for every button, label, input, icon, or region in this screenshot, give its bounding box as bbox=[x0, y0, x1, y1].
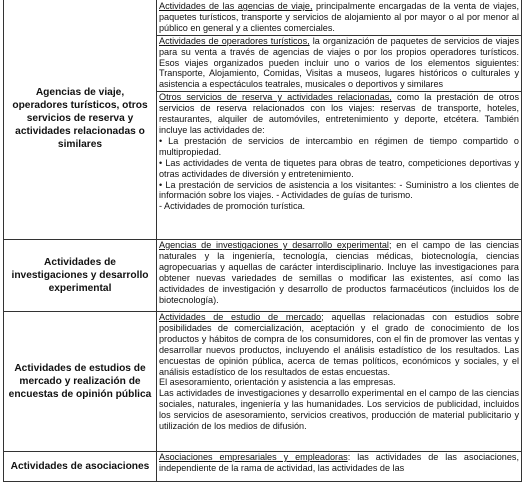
block-heading: Actividades de las agencias de viaje, bbox=[159, 1, 313, 11]
block-text: ; aquellas relacionadas con estudios sobre posibilidades de comercialización, aceptación y el grado de conocimiento de los productos y hábitos de compra de los consumidores, con el fin de promover las ventas y desarrollar nuevos productos, incluyendo el análisis estadístico de los resultados. Las encuestas de opinión pública, acerca de temas políticos, económicos y sociales, y el análisis estadístico de los resultados de estas encuestas. bbox=[159, 312, 519, 377]
row-label-associations: Actividades de asociaciones bbox=[4, 452, 157, 482]
block-text: la organización de paquetes de servicios de viajes para su venta a través de agencias de viajes o por los propios operadores turísticos. Esos viajes organizados pueden incluir uno o varios de los elementos siguientes: Transporte, Alojamiento, Comidas, Visitas a museos, lugares históricos o culturales y asistencia a espectáculos teatrales, musicales o deportivos y similares bbox=[159, 35, 519, 90]
bullet-item: - Actividades de promoción turística. bbox=[159, 201, 306, 212]
row-description-research bbox=[157, 240, 522, 312]
block-heading: Actividades de operadores turísticos, bbox=[159, 35, 310, 46]
extra-paragraph: El asesoramiento, orientación y asistencia a las empresas. bbox=[159, 377, 396, 388]
table-row-travel bbox=[4, 0, 522, 240]
block-tour-operators bbox=[157, 36, 521, 93]
block-market-studies bbox=[157, 312, 521, 433]
block-heading: Asociaciones empresariales y empleadoras bbox=[159, 452, 348, 462]
block-heading: Actividades de estudio de mercado bbox=[159, 312, 322, 322]
block-heading: Agencias de investigaciones y desarrollo experimental bbox=[159, 240, 389, 250]
row-description-travel bbox=[157, 0, 522, 240]
bullet-item: • La prestación de servicios de intercambio en régimen de tiempo compartido o multipropiedad. bbox=[159, 135, 519, 157]
row-label-research: Actividades de investigaciones y desarrollo experimental bbox=[4, 240, 157, 312]
block-research-agencies bbox=[157, 240, 521, 306]
block-text: ; en el campo de las ciencias naturales y la ingeniería, tecnología, ciencias médicas, biotecnología, ciencias agropecuarias y aquellas de carácter interdisciplinario. Incluye las investigaciones para obtener nuevas variedades de semillas o modificar las existentes, así como las actividades de investigación y desarrollo de productos farmacéuticos (incluidos los de biotecnología). bbox=[159, 240, 519, 305]
block-heading: Otros servicios de reserva y actividades relacionadas, bbox=[159, 92, 392, 103]
block-text: : las actividades de las asociaciones, independiente de la rama de actividad, las actividades de las bbox=[159, 452, 519, 473]
activities-table bbox=[3, 0, 522, 482]
row-description-associations bbox=[157, 452, 522, 482]
bullet-item: • Las actividades de venta de tiquetes para obras de teatro, competiciones deportivas y otras actividades de diversión y entretenimiento. bbox=[159, 157, 519, 179]
block-reservation-services bbox=[157, 92, 521, 213]
table-row-research bbox=[4, 240, 522, 312]
extra-paragraph: Las actividades de investigaciones y desarrollo experimental en el campo de las ciencias sociales, naturales, ingeniería y las humanidades. Los servicios de publicidad, incluidos los servicios de asesoramiento, servicios creativos, producción de material publicitario y utilización de los medios de difusión. bbox=[159, 388, 519, 432]
row-label-travel: Agencias de viaje, operadores turísticos, otros servicios de reserva y actividades relacionadas o similares bbox=[4, 0, 157, 240]
bullet-item: • La prestación de servicios de asistencia a los visitantes: - Suministro a los clientes de información sobre los viajes. - Actividades de guías de turismo. bbox=[159, 179, 519, 201]
row-description-market-studies bbox=[157, 312, 522, 452]
block-travel-agencies bbox=[157, 0, 521, 36]
row-label-market-studies: Actividades de estudios de mercado y realización de encuestas de opinión pública bbox=[4, 312, 157, 452]
block-text: como la prestación de otros servicios de reserva relacionados con los viajes: reservas de transporte, hoteles, restaurantes, alquiler de automóviles, entretenimiento y deporte, etcétera. También incluye las actividades de: bbox=[159, 92, 519, 135]
table-row-associations bbox=[4, 452, 522, 482]
block-text: principalmente encargadas de la venta de viajes, paquetes turísticos, transporte y servicios de alojamiento al por mayor o al por menor al público en general y a clientes comerciales. bbox=[159, 1, 519, 33]
table-row-market-studies bbox=[4, 312, 522, 452]
block-associations bbox=[157, 452, 521, 475]
